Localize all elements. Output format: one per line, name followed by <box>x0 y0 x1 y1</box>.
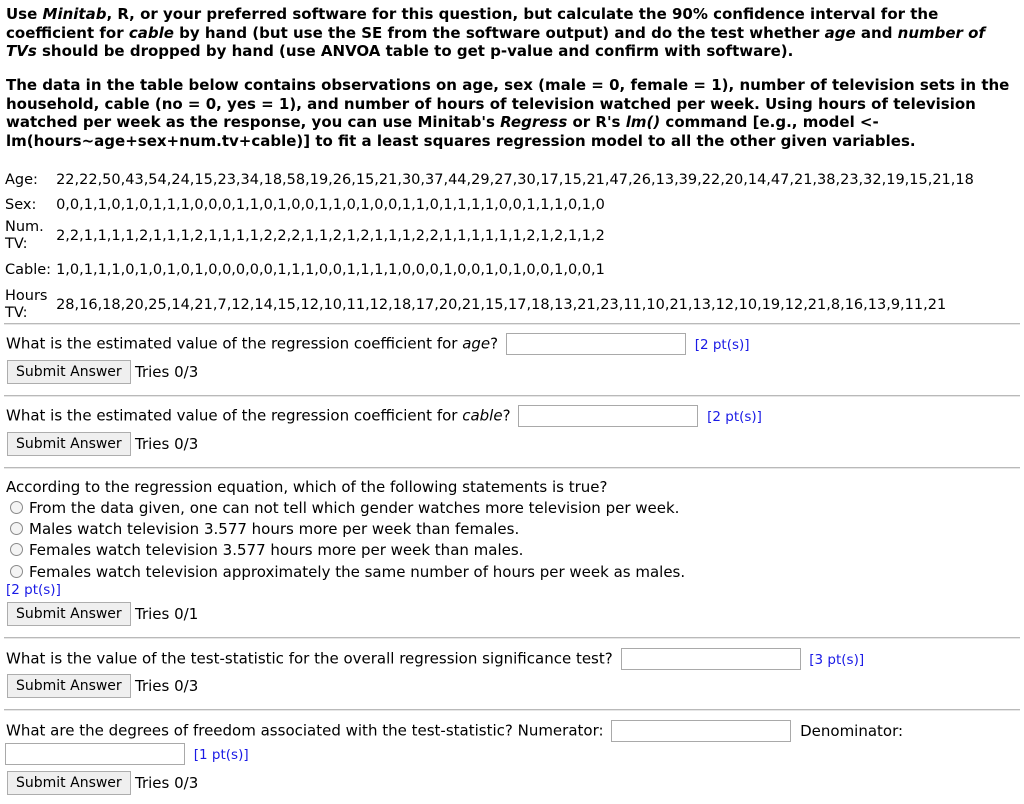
row-values: 28,16,18,20,25,14,21,7,12,14,15,12,10,11,12,18,17,20,21,15,17,18,13,21,23,11,10,21,13,12,10,19,12,21,8,16,13,9,11,21 <box>56 297 947 313</box>
row-label: Hours TV: <box>5 288 48 321</box>
data-row-cable <box>3 255 976 285</box>
option-label: From the data given, one can not tell which gender watches more television per week. <box>29 499 680 517</box>
option-approximately-same[interactable] <box>10 563 685 581</box>
tries-counter: Tries 0/3 <box>135 363 199 381</box>
question-emphasis: cable <box>462 406 503 425</box>
option-label: Males watch television 3.577 hours more per week than females. <box>29 520 520 538</box>
question-test-statistic <box>6 648 864 670</box>
divider <box>4 637 1020 639</box>
points-label: [2 pt(s)] <box>694 336 750 353</box>
divider <box>4 709 1020 711</box>
cable-coefficient-input[interactable] <box>518 405 698 427</box>
text-run: or R's <box>567 113 626 131</box>
numerator-df-input[interactable] <box>611 720 791 742</box>
data-row-hours-tv <box>3 285 976 325</box>
emphasized-text: Regress <box>500 113 568 131</box>
option-label: Females watch television approximately the same number of hours per week as males. <box>29 563 686 581</box>
row-label: Cable: <box>5 261 52 278</box>
question-gender-statement: According to the regression equation, which of the following statements is true? <box>6 478 608 496</box>
question-text: What are the degrees of freedom associated with the test-statistic? Numerator: <box>6 721 604 740</box>
instructions-paragraph <box>6 5 1018 61</box>
text-run: Use <box>6 5 43 23</box>
question-text: What is the value of the test-statistic for the overall regression significance test? <box>6 649 613 668</box>
radio-button[interactable] <box>10 543 23 556</box>
submit-answer-button[interactable]: Submit Answer <box>7 602 131 626</box>
question-age-coefficient <box>6 333 750 355</box>
submit-answer-button[interactable]: Submit Answer <box>7 360 131 384</box>
text-run: command [e.g., model <- lm(hours~age+sex+num.tv+cable)] to fit a least squares regression model to all the other given variables. <box>6 113 916 150</box>
text-run: and <box>855 23 898 42</box>
text-run: , R, or your preferred software for this question, but calculate the 90% confidence interval for the coefficient for <box>6 5 939 42</box>
row-values: 1,0,1,1,1,0,1,0,1,0,1,0,0,0,0,0,1,1,1,0,0,1,1,1,1,0,0,0,1,0,0,1,0,1,0,0,1,0,0,1 <box>56 262 605 278</box>
row-label: Sex: <box>5 196 37 213</box>
question-text: What is the estimated value of the regression coefficient for <box>6 406 463 425</box>
points-label: [2 pt(s)] <box>6 582 61 598</box>
points-label: [3 pt(s)] <box>809 651 865 668</box>
radio-button[interactable] <box>10 565 23 578</box>
emphasized-text: lm() <box>625 113 661 131</box>
row-label: Num. TV: <box>5 219 44 252</box>
row-values: 22,22,50,43,54,24,15,23,34,18,58,19,26,15,21,30,37,44,29,27,30,17,15,21,47,26,13,39,22,20,14,47,21,38,23,32,19,15,21,18 <box>56 172 974 188</box>
data-description-paragraph <box>6 76 1018 150</box>
points-label: [1 pt(s)] <box>193 746 249 763</box>
submit-answer-button[interactable]: Submit Answer <box>7 432 131 456</box>
tries-counter: Tries 0/1 <box>135 605 199 623</box>
emphasized-text: age <box>824 23 856 42</box>
data-row-sex <box>3 193 976 217</box>
submit-answer-button[interactable]: Submit Answer <box>7 674 131 698</box>
emphasized-text: Minitab <box>42 5 107 23</box>
data-row-age <box>3 167 976 193</box>
question-degrees-of-freedom <box>6 720 903 742</box>
row-values: 2,2,1,1,1,1,2,1,1,1,2,1,1,1,1,2,2,2,1,1,2,1,2,1,1,1,2,2,1,1,1,1,1,1,2,1,2,1,1,2 <box>56 228 605 244</box>
submit-answer-button[interactable]: Submit Answer <box>7 771 131 795</box>
option-cannot-tell[interactable] <box>10 499 679 517</box>
emphasized-text: number of TVs <box>6 23 986 60</box>
question-mark: ? <box>490 334 499 353</box>
divider <box>4 323 1020 325</box>
question-mark: ? <box>502 406 511 425</box>
test-statistic-input[interactable] <box>621 648 801 670</box>
data-table <box>3 167 976 325</box>
data-row-num-tv <box>3 217 976 255</box>
radio-button[interactable] <box>10 501 23 514</box>
tries-counter: Tries 0/3 <box>135 435 199 453</box>
option-label: Females watch television 3.577 hours more per week than males. <box>29 541 524 559</box>
text-run: The data in the table below contains observations on age, sex (male = 0, female = 1), number of television sets in the household, cable (no = 0, yes = 1), and number of hours of television watched per week. Using hours of television watched per week as the response, you can use Minitab's <box>6 76 1010 131</box>
radio-button[interactable] <box>10 522 23 535</box>
question-text: What is the estimated value of the regression coefficient for <box>6 334 463 353</box>
tries-counter: Tries 0/3 <box>135 774 199 792</box>
denominator-df-input[interactable] <box>5 743 185 765</box>
row-label: Age: <box>5 171 38 188</box>
question-emphasis: age <box>462 334 491 353</box>
option-females-more[interactable] <box>10 541 523 559</box>
tries-counter: Tries 0/3 <box>135 677 199 695</box>
text-run: should be dropped by hand (use ANVOA table to get p-value and confirm with software). <box>36 42 794 60</box>
age-coefficient-input[interactable] <box>506 333 686 355</box>
denominator-label: Denominator: <box>800 721 904 740</box>
emphasized-text: cable <box>128 23 174 42</box>
row-values: 0,0,1,1,0,1,0,1,1,1,0,0,0,1,1,0,1,0,0,1,1,0,1,0,0,1,1,0,1,1,1,1,0,0,1,1,1,0,1,0 <box>56 197 605 213</box>
divider <box>4 395 1020 397</box>
divider <box>4 467 1020 469</box>
option-males-more[interactable] <box>10 520 519 538</box>
points-label: [2 pt(s)] <box>707 408 762 425</box>
denominator-row <box>6 743 249 765</box>
question-cable-coefficient <box>6 405 762 427</box>
text-run: by hand (but use the SE from the software output) and do the test whether <box>173 23 825 42</box>
